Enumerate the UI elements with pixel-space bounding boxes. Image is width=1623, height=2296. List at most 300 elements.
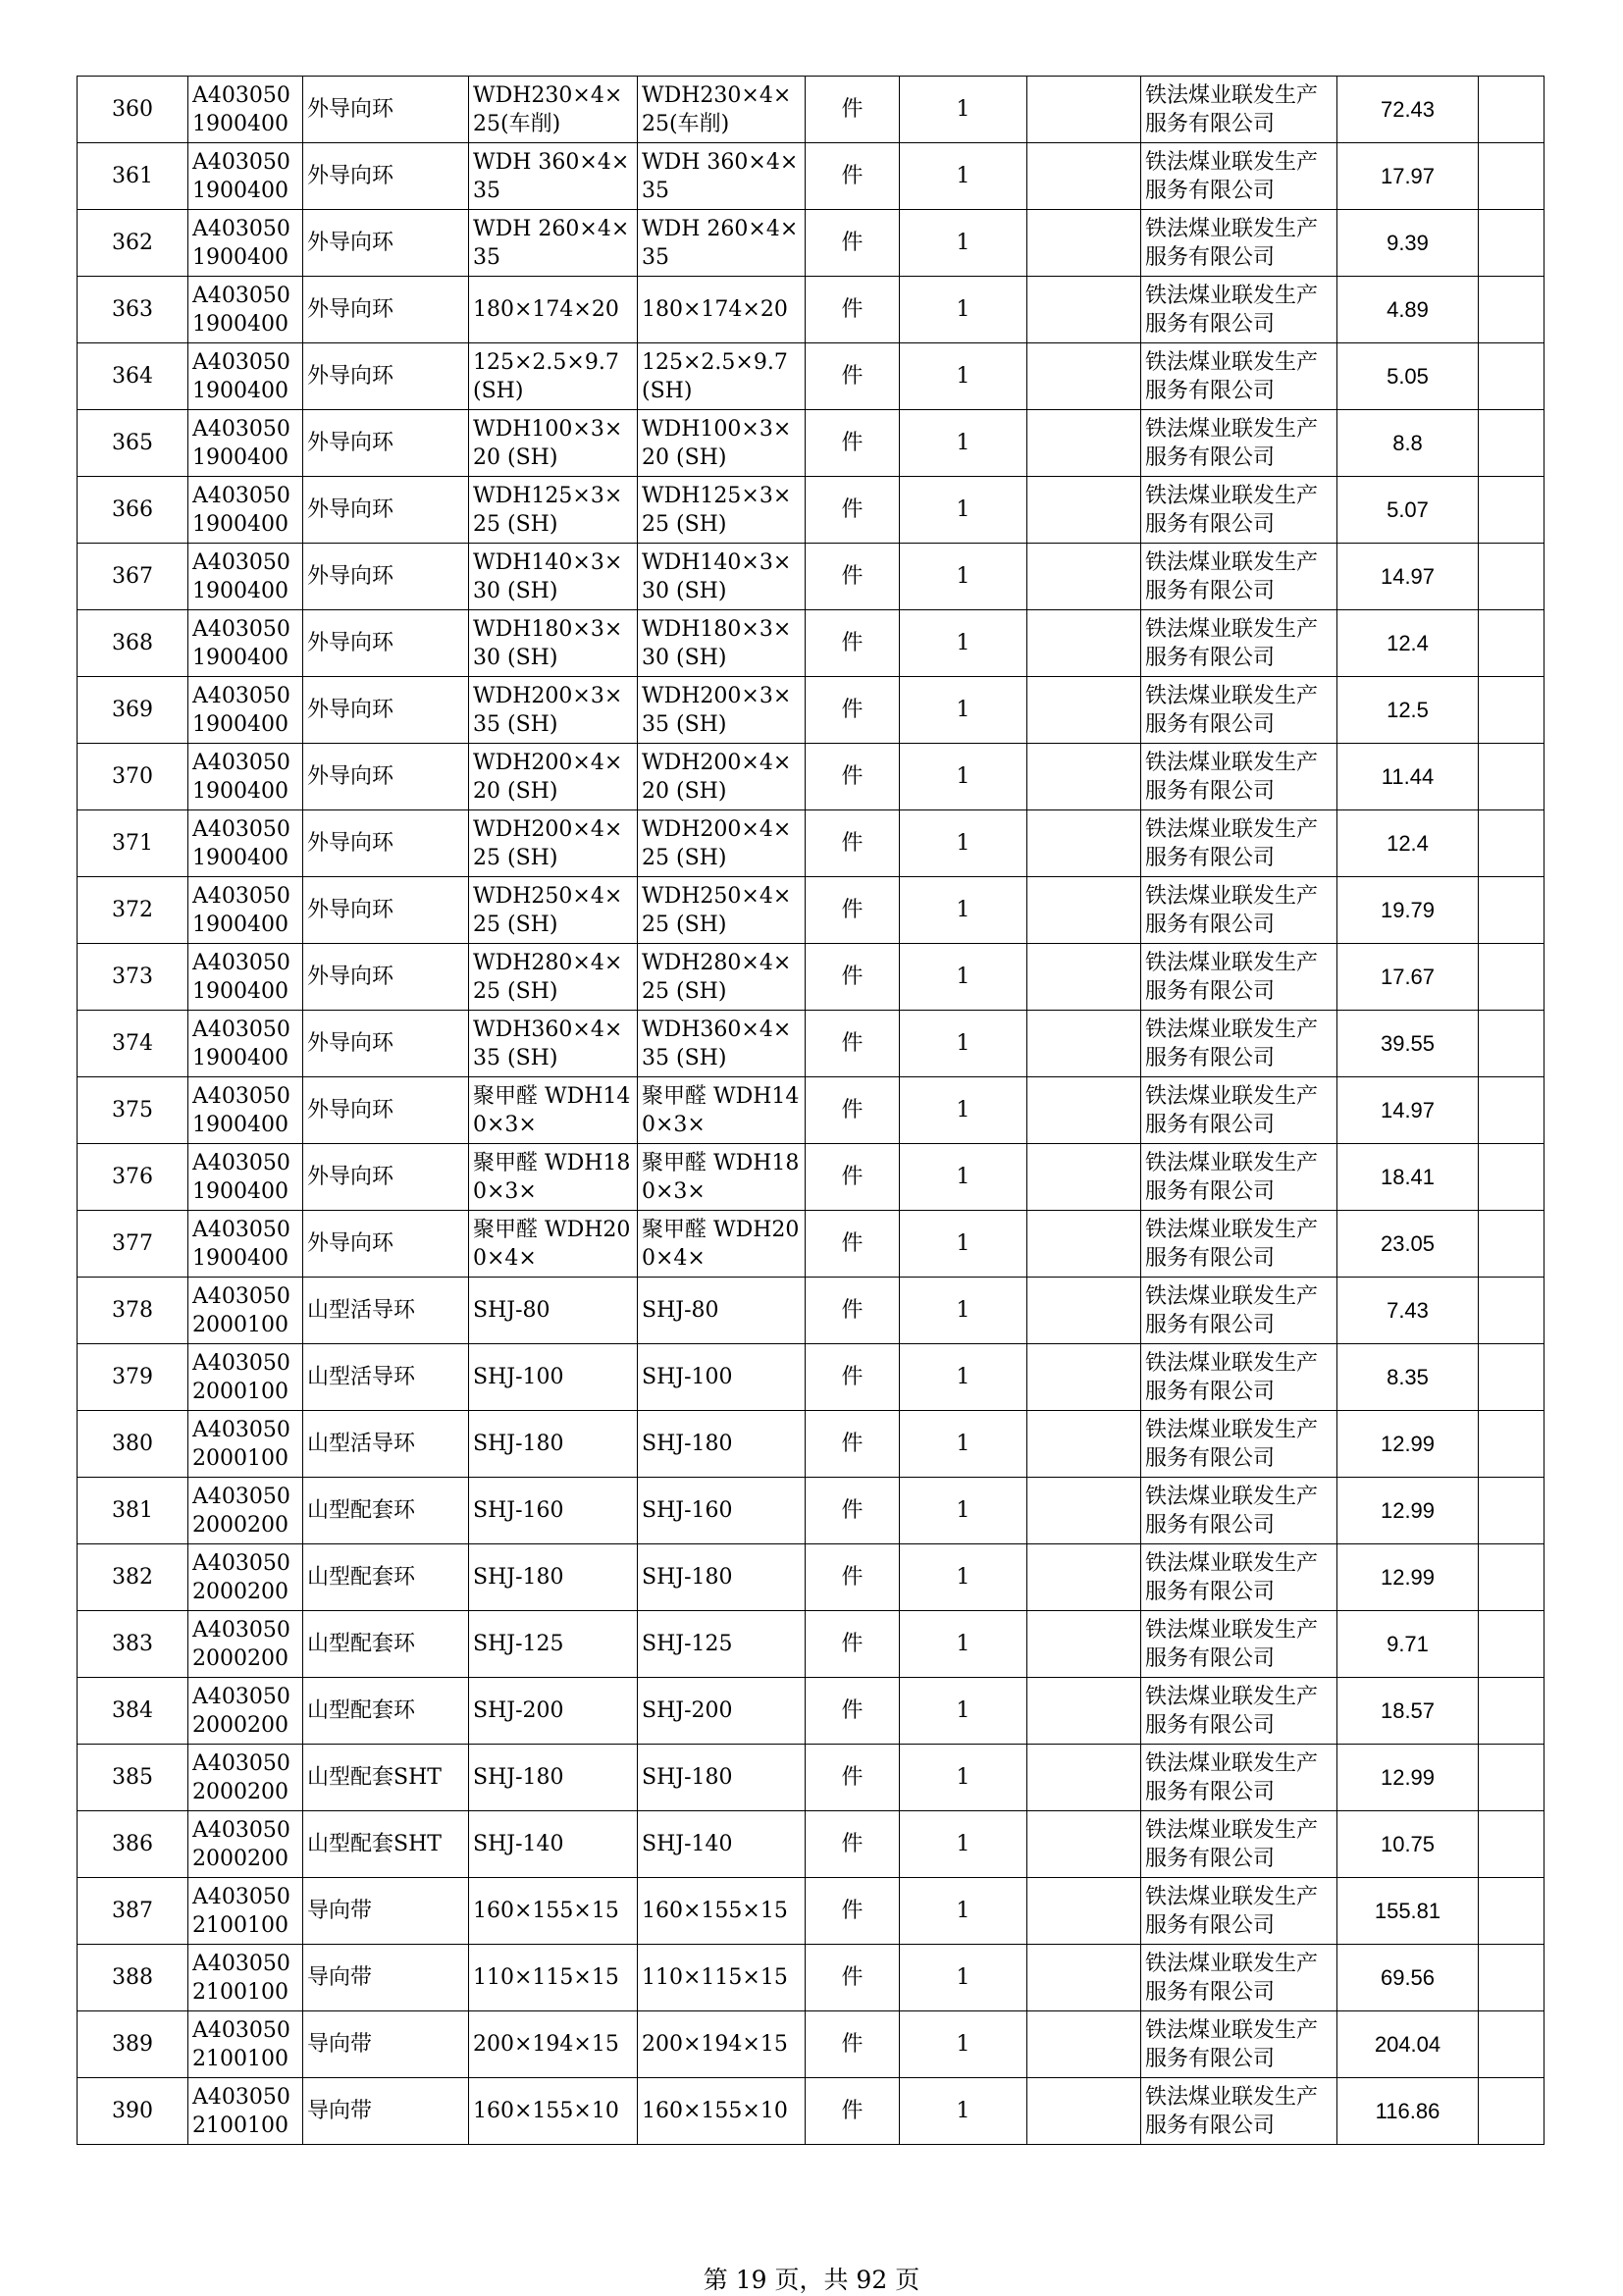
supplier-cell: 铁法煤业联发生产服务有限公司: [1141, 343, 1337, 410]
unit-cell: 件: [806, 1344, 900, 1411]
supplier-cell: 铁法煤业联发生产服务有限公司: [1141, 1478, 1337, 1544]
supplier-cell: 铁法煤业联发生产服务有限公司: [1141, 1611, 1337, 1678]
specification-cell: WDH200×4×25 (SH): [469, 810, 638, 877]
unit-price-cell: 5.05: [1337, 343, 1479, 410]
specification-cell: WDH280×4×25 (SH): [469, 944, 638, 1011]
material-code-cell: A403050 1900400: [188, 77, 303, 143]
material-code-cell: A403050 1900400: [188, 544, 303, 610]
specification-cell: SHJ-80: [469, 1278, 638, 1344]
material-name-cell: 外导向环: [303, 744, 469, 810]
quantity-cell: 1: [900, 1144, 1027, 1211]
unit-cell: 件: [806, 77, 900, 143]
row-number-cell: 361: [78, 143, 188, 210]
remark-cell: [1479, 1878, 1544, 1945]
remark-cell: [1479, 1811, 1544, 1878]
material-code-cell: A403050 1900400: [188, 410, 303, 477]
material-code-cell: A403050 2100100: [188, 2011, 303, 2078]
specification-cell: 180×174×20: [469, 277, 638, 343]
table-row: [78, 77, 1544, 143]
blank-cell-cell: [1027, 1144, 1141, 1211]
specification-cell: WDH360×4×35 (SH): [469, 1011, 638, 1077]
table-row: [78, 1278, 1544, 1344]
model-cell: WDH360×4×35 (SH): [638, 1011, 806, 1077]
quantity-cell: 1: [900, 1611, 1027, 1678]
material-code-cell: A403050 2000200: [188, 1478, 303, 1544]
quantity-cell: 1: [900, 77, 1027, 143]
unit-price-cell: 5.07: [1337, 477, 1479, 544]
model-cell: 160×155×10: [638, 2078, 806, 2145]
model-cell: 160×155×15: [638, 1878, 806, 1945]
model-cell: 180×174×20: [638, 277, 806, 343]
remark-cell: [1479, 1144, 1544, 1211]
blank-cell-cell: [1027, 277, 1141, 343]
supplier-cell: 铁法煤业联发生产服务有限公司: [1141, 143, 1337, 210]
material-name-cell: 导向带: [303, 1878, 469, 1945]
material-code-cell: A403050 1900400: [188, 610, 303, 677]
model-cell: SHJ-180: [638, 1745, 806, 1811]
material-code-cell: A403050 1900400: [188, 343, 303, 410]
remark-cell: [1479, 277, 1544, 343]
row-number-cell: 376: [78, 1144, 188, 1211]
table-row: [78, 610, 1544, 677]
row-number-cell: 381: [78, 1478, 188, 1544]
quantity-cell: 1: [900, 944, 1027, 1011]
unit-cell: 件: [806, 343, 900, 410]
table-row: [78, 1611, 1544, 1678]
material-code-cell: A403050 1900400: [188, 877, 303, 944]
row-number-cell: 360: [78, 77, 188, 143]
material-code-cell: A403050 2100100: [188, 1945, 303, 2011]
model-cell: 聚甲醛 WDH180×3×: [638, 1144, 806, 1211]
material-name-cell: 外导向环: [303, 1011, 469, 1077]
specification-cell: 160×155×10: [469, 2078, 638, 2145]
unit-price-cell: 4.89: [1337, 277, 1479, 343]
supplier-cell: 铁法煤业联发生产服务有限公司: [1141, 610, 1337, 677]
quantity-cell: 1: [900, 810, 1027, 877]
model-cell: WDH200×4×20 (SH): [638, 744, 806, 810]
unit-price-cell: 39.55: [1337, 1011, 1479, 1077]
row-number-cell: 363: [78, 277, 188, 343]
unit-cell: 件: [806, 1011, 900, 1077]
remark-cell: [1479, 210, 1544, 277]
unit-price-cell: 23.05: [1337, 1211, 1479, 1278]
blank-cell-cell: [1027, 1344, 1141, 1411]
unit-price-cell: 18.41: [1337, 1144, 1479, 1211]
row-number-cell: 380: [78, 1411, 188, 1478]
blank-cell-cell: [1027, 1411, 1141, 1478]
model-cell: WDH100×3×20 (SH): [638, 410, 806, 477]
unit-cell: 件: [806, 1411, 900, 1478]
material-name-cell: 外导向环: [303, 944, 469, 1011]
blank-cell-cell: [1027, 1878, 1141, 1945]
blank-cell-cell: [1027, 1544, 1141, 1611]
supplier-cell: 铁法煤业联发生产服务有限公司: [1141, 2011, 1337, 2078]
unit-price-cell: 12.99: [1337, 1478, 1479, 1544]
model-cell: SHJ-80: [638, 1278, 806, 1344]
specification-cell: SHJ-100: [469, 1344, 638, 1411]
unit-price-cell: 12.99: [1337, 1544, 1479, 1611]
unit-cell: 件: [806, 1611, 900, 1678]
specification-cell: SHJ-200: [469, 1678, 638, 1745]
specification-cell: 200×194×15: [469, 2011, 638, 2078]
material-code-cell: A403050 2000100: [188, 1411, 303, 1478]
row-number-cell: 362: [78, 210, 188, 277]
remark-cell: [1479, 1478, 1544, 1544]
specification-cell: 125×2.5×9.7(SH): [469, 343, 638, 410]
table-row: [78, 1144, 1544, 1211]
unit-price-cell: 17.67: [1337, 944, 1479, 1011]
unit-cell: 件: [806, 1745, 900, 1811]
material-name-cell: 外导向环: [303, 77, 469, 143]
row-number-cell: 365: [78, 410, 188, 477]
unit-price-cell: 9.39: [1337, 210, 1479, 277]
row-number-cell: 388: [78, 1945, 188, 2011]
material-name-cell: 山型配套环: [303, 1478, 469, 1544]
material-name-cell: 山型配套SHT: [303, 1745, 469, 1811]
row-number-cell: 372: [78, 877, 188, 944]
unit-price-cell: 12.4: [1337, 610, 1479, 677]
table-row: [78, 677, 1544, 744]
supplier-cell: 铁法煤业联发生产服务有限公司: [1141, 1945, 1337, 2011]
model-cell: WDH230×4×25(车削): [638, 77, 806, 143]
model-cell: WDH280×4×25 (SH): [638, 944, 806, 1011]
table-row: [78, 944, 1544, 1011]
blank-cell-cell: [1027, 1211, 1141, 1278]
blank-cell-cell: [1027, 810, 1141, 877]
remark-cell: [1479, 143, 1544, 210]
unit-cell: 件: [806, 210, 900, 277]
supplier-cell: 铁法煤业联发生产服务有限公司: [1141, 277, 1337, 343]
table-row: [78, 810, 1544, 877]
remark-cell: [1479, 2078, 1544, 2145]
table-row: [78, 343, 1544, 410]
remark-cell: [1479, 677, 1544, 744]
quantity-cell: 1: [900, 2078, 1027, 2145]
specification-cell: WDH250×4×25 (SH): [469, 877, 638, 944]
table-row: [78, 2011, 1544, 2078]
row-number-cell: 382: [78, 1544, 188, 1611]
row-number-cell: 366: [78, 477, 188, 544]
material-code-cell: A403050 1900400: [188, 744, 303, 810]
model-cell: 125×2.5×9.7(SH): [638, 343, 806, 410]
remark-cell: [1479, 1344, 1544, 1411]
quantity-cell: 1: [900, 677, 1027, 744]
unit-cell: 件: [806, 677, 900, 744]
material-code-cell: A403050 1900400: [188, 677, 303, 744]
material-code-cell: A403050 2100100: [188, 2078, 303, 2145]
blank-cell-cell: [1027, 1745, 1141, 1811]
unit-cell: 件: [806, 1678, 900, 1745]
material-name-cell: 外导向环: [303, 143, 469, 210]
specification-cell: SHJ-160: [469, 1478, 638, 1544]
blank-cell-cell: [1027, 143, 1141, 210]
supplier-cell: 铁法煤业联发生产服务有限公司: [1141, 810, 1337, 877]
remark-cell: [1479, 610, 1544, 677]
blank-cell-cell: [1027, 944, 1141, 1011]
model-cell: SHJ-160: [638, 1478, 806, 1544]
row-number-cell: 378: [78, 1278, 188, 1344]
quantity-cell: 1: [900, 1278, 1027, 1344]
remark-cell: [1479, 1077, 1544, 1144]
supplier-cell: 铁法煤业联发生产服务有限公司: [1141, 2078, 1337, 2145]
material-name-cell: 外导向环: [303, 544, 469, 610]
quantity-cell: 1: [900, 277, 1027, 343]
unit-price-cell: 7.43: [1337, 1278, 1479, 1344]
unit-cell: 件: [806, 143, 900, 210]
specification-cell: WDH125×3×25 (SH): [469, 477, 638, 544]
table-row: [78, 1344, 1544, 1411]
unit-cell: 件: [806, 1544, 900, 1611]
table-row: [78, 1811, 1544, 1878]
blank-cell-cell: [1027, 877, 1141, 944]
model-cell: WDH200×3×35 (SH): [638, 677, 806, 744]
quantity-cell: 1: [900, 1945, 1027, 2011]
row-number-cell: 367: [78, 544, 188, 610]
material-code-cell: A403050 1900400: [188, 277, 303, 343]
row-number-cell: 383: [78, 1611, 188, 1678]
supplier-cell: 铁法煤业联发生产服务有限公司: [1141, 544, 1337, 610]
quantity-cell: 1: [900, 1411, 1027, 1478]
unit-price-cell: 72.43: [1337, 77, 1479, 143]
supplier-cell: 铁法煤业联发生产服务有限公司: [1141, 1411, 1337, 1478]
row-number-cell: 385: [78, 1745, 188, 1811]
material-name-cell: 导向带: [303, 2078, 469, 2145]
row-number-cell: 369: [78, 677, 188, 744]
quantity-cell: 1: [900, 1011, 1027, 1077]
material-code-cell: A403050 1900400: [188, 143, 303, 210]
material-code-cell: A403050 1900400: [188, 210, 303, 277]
unit-price-cell: 8.35: [1337, 1344, 1479, 1411]
quantity-cell: 1: [900, 1211, 1027, 1278]
material-code-cell: A403050 2000100: [188, 1278, 303, 1344]
unit-cell: 件: [806, 2011, 900, 2078]
remark-cell: [1479, 77, 1544, 143]
material-code-cell: A403050 1900400: [188, 1011, 303, 1077]
material-name-cell: 外导向环: [303, 810, 469, 877]
quantity-cell: 1: [900, 1478, 1027, 1544]
unit-cell: 件: [806, 544, 900, 610]
material-name-cell: 山型配套环: [303, 1678, 469, 1745]
table-row: [78, 210, 1544, 277]
specification-cell: WDH 360×4×35: [469, 143, 638, 210]
material-code-cell: A403050 2000100: [188, 1344, 303, 1411]
quantity-cell: 1: [900, 1077, 1027, 1144]
remark-cell: [1479, 1011, 1544, 1077]
table-row: [78, 1211, 1544, 1278]
table-body: [78, 77, 1544, 2145]
unit-cell: 件: [806, 610, 900, 677]
unit-cell: 件: [806, 1077, 900, 1144]
unit-cell: 件: [806, 944, 900, 1011]
specification-cell: SHJ-180: [469, 1411, 638, 1478]
unit-cell: 件: [806, 877, 900, 944]
unit-price-cell: 9.71: [1337, 1611, 1479, 1678]
supplier-cell: 铁法煤业联发生产服务有限公司: [1141, 210, 1337, 277]
material-name-cell: 山型配套SHT: [303, 1811, 469, 1878]
blank-cell-cell: [1027, 1811, 1141, 1878]
material-name-cell: 外导向环: [303, 277, 469, 343]
unit-price-cell: 11.44: [1337, 744, 1479, 810]
blank-cell-cell: [1027, 1011, 1141, 1077]
material-name-cell: 外导向环: [303, 477, 469, 544]
unit-cell: 件: [806, 1278, 900, 1344]
quantity-cell: 1: [900, 877, 1027, 944]
material-name-cell: 山型活导环: [303, 1344, 469, 1411]
material-code-cell: A403050 1900400: [188, 1144, 303, 1211]
quantity-cell: 1: [900, 343, 1027, 410]
price-list-table: [77, 76, 1544, 2145]
unit-cell: 件: [806, 1211, 900, 1278]
blank-cell-cell: [1027, 744, 1141, 810]
row-number-cell: 389: [78, 2011, 188, 2078]
specification-cell: WDH230×4×25(车削): [469, 77, 638, 143]
remark-cell: [1479, 343, 1544, 410]
remark-cell: [1479, 477, 1544, 544]
unit-price-cell: 8.8: [1337, 410, 1479, 477]
model-cell: WDH180×3×30 (SH): [638, 610, 806, 677]
unit-price-cell: 17.97: [1337, 143, 1479, 210]
unit-price-cell: 12.99: [1337, 1745, 1479, 1811]
remark-cell: [1479, 1411, 1544, 1478]
remark-cell: [1479, 944, 1544, 1011]
model-cell: WDH140×3×30 (SH): [638, 544, 806, 610]
specification-cell: WDH100×3×20 (SH): [469, 410, 638, 477]
table-row: [78, 277, 1544, 343]
blank-cell-cell: [1027, 2078, 1141, 2145]
quantity-cell: 1: [900, 744, 1027, 810]
model-cell: 聚甲醛 WDH140×3×: [638, 1077, 806, 1144]
row-number-cell: 375: [78, 1077, 188, 1144]
unit-price-cell: 12.4: [1337, 810, 1479, 877]
unit-cell: 件: [806, 1811, 900, 1878]
supplier-cell: 铁法煤业联发生产服务有限公司: [1141, 944, 1337, 1011]
table-row: [78, 143, 1544, 210]
supplier-cell: 铁法煤业联发生产服务有限公司: [1141, 1011, 1337, 1077]
unit-cell: 件: [806, 410, 900, 477]
unit-cell: 件: [806, 1478, 900, 1544]
remark-cell: [1479, 2011, 1544, 2078]
supplier-cell: 铁法煤业联发生产服务有限公司: [1141, 1811, 1337, 1878]
material-name-cell: 山型配套环: [303, 1611, 469, 1678]
blank-cell-cell: [1027, 544, 1141, 610]
quantity-cell: 1: [900, 2011, 1027, 2078]
model-cell: WDH 360×4×35: [638, 143, 806, 210]
table-row: [78, 1077, 1544, 1144]
specification-cell: WDH200×4×20 (SH): [469, 744, 638, 810]
supplier-cell: 铁法煤业联发生产服务有限公司: [1141, 1077, 1337, 1144]
blank-cell-cell: [1027, 210, 1141, 277]
model-cell: SHJ-180: [638, 1411, 806, 1478]
model-cell: SHJ-140: [638, 1811, 806, 1878]
material-code-cell: A403050 2000200: [188, 1678, 303, 1745]
blank-cell-cell: [1027, 1945, 1141, 2011]
remark-cell: [1479, 1611, 1544, 1678]
specification-cell: SHJ-180: [469, 1745, 638, 1811]
blank-cell-cell: [1027, 677, 1141, 744]
quantity-cell: 1: [900, 210, 1027, 277]
table-row: [78, 544, 1544, 610]
remark-cell: [1479, 744, 1544, 810]
table-row: [78, 477, 1544, 544]
specification-cell: WDH140×3×30 (SH): [469, 544, 638, 610]
supplier-cell: 铁法煤业联发生产服务有限公司: [1141, 1278, 1337, 1344]
material-code-cell: A403050 2100100: [188, 1878, 303, 1945]
quantity-cell: 1: [900, 1544, 1027, 1611]
material-code-cell: A403050 1900400: [188, 1077, 303, 1144]
unit-price-cell: 204.04: [1337, 2011, 1479, 2078]
unit-cell: 件: [806, 744, 900, 810]
unit-price-cell: 12.99: [1337, 1411, 1479, 1478]
row-number-cell: 384: [78, 1678, 188, 1745]
material-code-cell: A403050 1900400: [188, 944, 303, 1011]
supplier-cell: 铁法煤业联发生产服务有限公司: [1141, 1678, 1337, 1745]
model-cell: WDH 260×4×35: [638, 210, 806, 277]
specification-cell: WDH 260×4×35: [469, 210, 638, 277]
unit-price-cell: 19.79: [1337, 877, 1479, 944]
material-name-cell: 导向带: [303, 1945, 469, 2011]
table-row: [78, 2078, 1544, 2145]
table-row: [78, 1544, 1544, 1611]
quantity-cell: 1: [900, 610, 1027, 677]
supplier-cell: 铁法煤业联发生产服务有限公司: [1141, 877, 1337, 944]
material-name-cell: 外导向环: [303, 1077, 469, 1144]
material-name-cell: 外导向环: [303, 610, 469, 677]
model-cell: 聚甲醛 WDH200×4×: [638, 1211, 806, 1278]
row-number-cell: 371: [78, 810, 188, 877]
table-row: [78, 1011, 1544, 1077]
remark-cell: [1479, 1278, 1544, 1344]
page-footer: 第 19 页，共 92 页: [703, 2266, 920, 2294]
unit-price-cell: 116.86: [1337, 2078, 1479, 2145]
unit-price-cell: 12.5: [1337, 677, 1479, 744]
table-row: [78, 410, 1544, 477]
model-cell: 110×115×15: [638, 1945, 806, 2011]
quantity-cell: 1: [900, 1878, 1027, 1945]
specification-cell: WDH200×3×35 (SH): [469, 677, 638, 744]
table-row: [78, 1745, 1544, 1811]
supplier-cell: 铁法煤业联发生产服务有限公司: [1141, 1211, 1337, 1278]
model-cell: SHJ-200: [638, 1678, 806, 1745]
supplier-cell: 铁法煤业联发生产服务有限公司: [1141, 1144, 1337, 1211]
remark-cell: [1479, 1745, 1544, 1811]
specification-cell: WDH180×3×30 (SH): [469, 610, 638, 677]
table-row: [78, 877, 1544, 944]
specification-cell: 160×155×15: [469, 1878, 638, 1945]
blank-cell-cell: [1027, 1678, 1141, 1745]
material-code-cell: A403050 1900400: [188, 477, 303, 544]
material-name-cell: 山型配套环: [303, 1544, 469, 1611]
supplier-cell: 铁法煤业联发生产服务有限公司: [1141, 1344, 1337, 1411]
quantity-cell: 1: [900, 1678, 1027, 1745]
remark-cell: [1479, 877, 1544, 944]
material-code-cell: A403050 2000200: [188, 1745, 303, 1811]
material-name-cell: 外导向环: [303, 1144, 469, 1211]
blank-cell-cell: [1027, 410, 1141, 477]
material-name-cell: 外导向环: [303, 210, 469, 277]
model-cell: SHJ-180: [638, 1544, 806, 1611]
row-number-cell: 374: [78, 1011, 188, 1077]
supplier-cell: 铁法煤业联发生产服务有限公司: [1141, 410, 1337, 477]
blank-cell-cell: [1027, 477, 1141, 544]
unit-cell: 件: [806, 277, 900, 343]
row-number-cell: 368: [78, 610, 188, 677]
table-row: [78, 1878, 1544, 1945]
unit-cell: 件: [806, 1144, 900, 1211]
supplier-cell: 铁法煤业联发生产服务有限公司: [1141, 1544, 1337, 1611]
supplier-cell: 铁法煤业联发生产服务有限公司: [1141, 744, 1337, 810]
supplier-cell: 铁法煤业联发生产服务有限公司: [1141, 1745, 1337, 1811]
row-number-cell: 386: [78, 1811, 188, 1878]
